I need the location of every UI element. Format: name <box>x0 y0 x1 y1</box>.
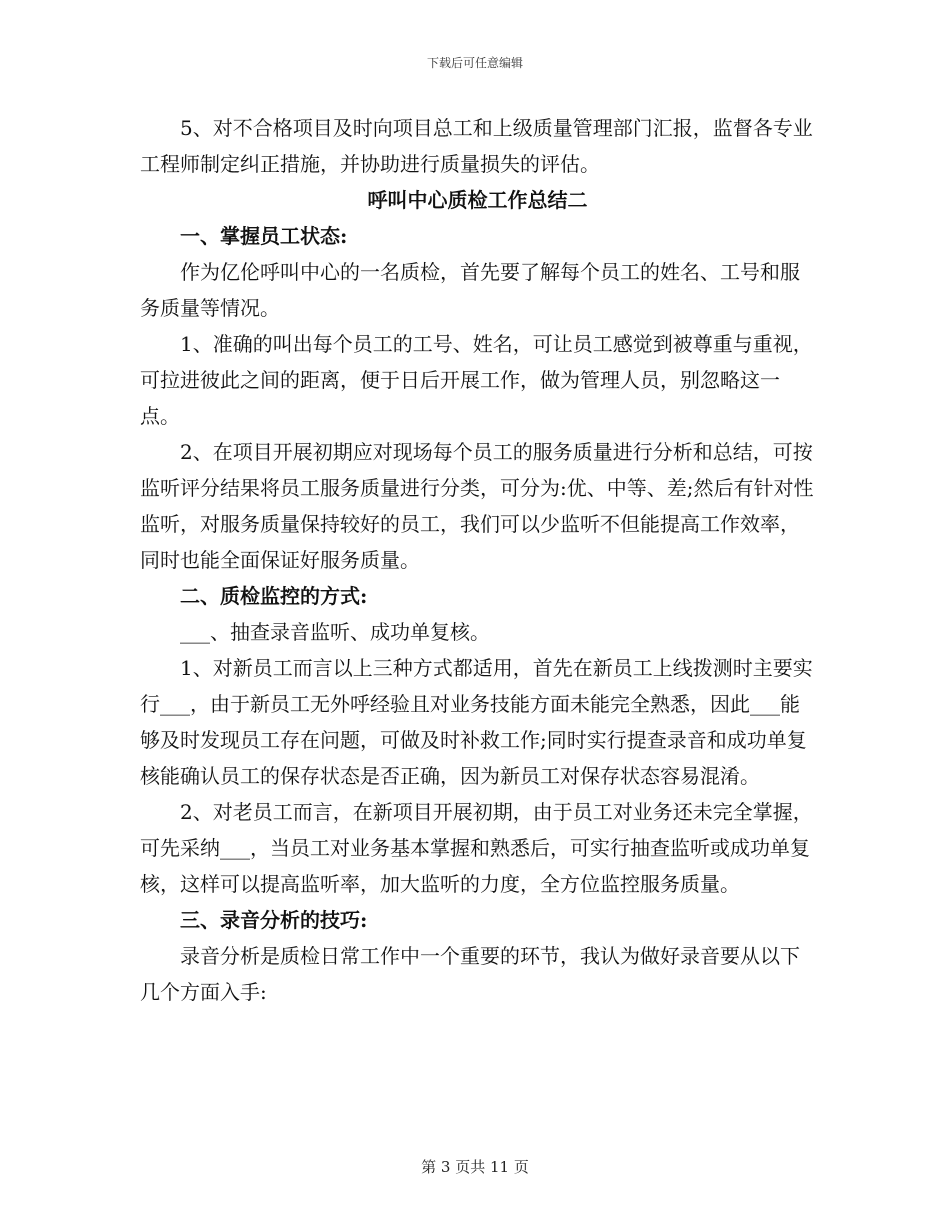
document-body <box>140 110 815 1010</box>
paragraph-new-staff: 1、对新员工而言以上三种方式都适用，首先在新员工上线拨测时主要实行___，由于新员工无外呼经验且对业务技能方面未能完全熟悉，因此___能够及时发现员工存在问题，可做及时补救工作;同时实行提查录音和成功单复核能确认员工的保存状态是否正确，因为新员工对保存状态容易混淆。 <box>140 656 813 788</box>
heading-1: 一、掌握员工状态: <box>180 224 348 248</box>
heading-2: 二、质检监控的方式: <box>180 584 368 608</box>
page-header: 下载后可任意编辑 <box>426 56 523 70</box>
heading-3: 三、录音分析的技巧: <box>180 908 368 932</box>
paragraph-point-2: 2、在项目开展初期应对现场每个员工的服务质量进行分析和总结，可按监听评分结果将员工服务质量进行分类，可分为:优、中等、差;然后有针对性监听，对服务质量保持较好的员工，我们可以少监听不但能提高工作效率，同时也能全面保证好服务质量。 <box>140 440 814 572</box>
paragraph-point-1: 1、准确的叫出每个员工的工号、姓名，可让员工感觉到被尊重与重视，可拉进彼此之间的距离，便于日后开展工作，做为管理人员，别忽略这一点。 <box>140 332 813 428</box>
paragraph-intro: 作为亿伦呼叫中心的一名质检，首先要了解每个员工的姓名、工号和服务质量等情况。 <box>140 260 800 320</box>
paragraph-methods: ___、抽查录音监听、成功单复核。 <box>180 620 490 644</box>
page-footer: 第 3 页共 11 页 <box>421 1158 529 1176</box>
section-title: 呼叫中心质检工作总结二 <box>367 188 588 212</box>
paragraph-old-staff: 2、对老员工而言，在新项目开展初期，由于员工对业务还未完全掌握，可先采纳___，当员工对业务基本掌握和熟悉后，可实行抽查监听或成功单复核，这样可以提高监听率，加大监听的力度，全方位监控服务质量。 <box>140 800 813 896</box>
paragraph-item-5: 5、对不合格项目及时向项目总工和上级质量管理部门汇报，监督各专业工程师制定纠正措施，并协助进行质量损失的评估。 <box>140 116 813 176</box>
paragraph-recording: 录音分析是质检日常工作中一个重要的环节，我认为做好录音要从以下几个方面入手: <box>140 944 800 1004</box>
